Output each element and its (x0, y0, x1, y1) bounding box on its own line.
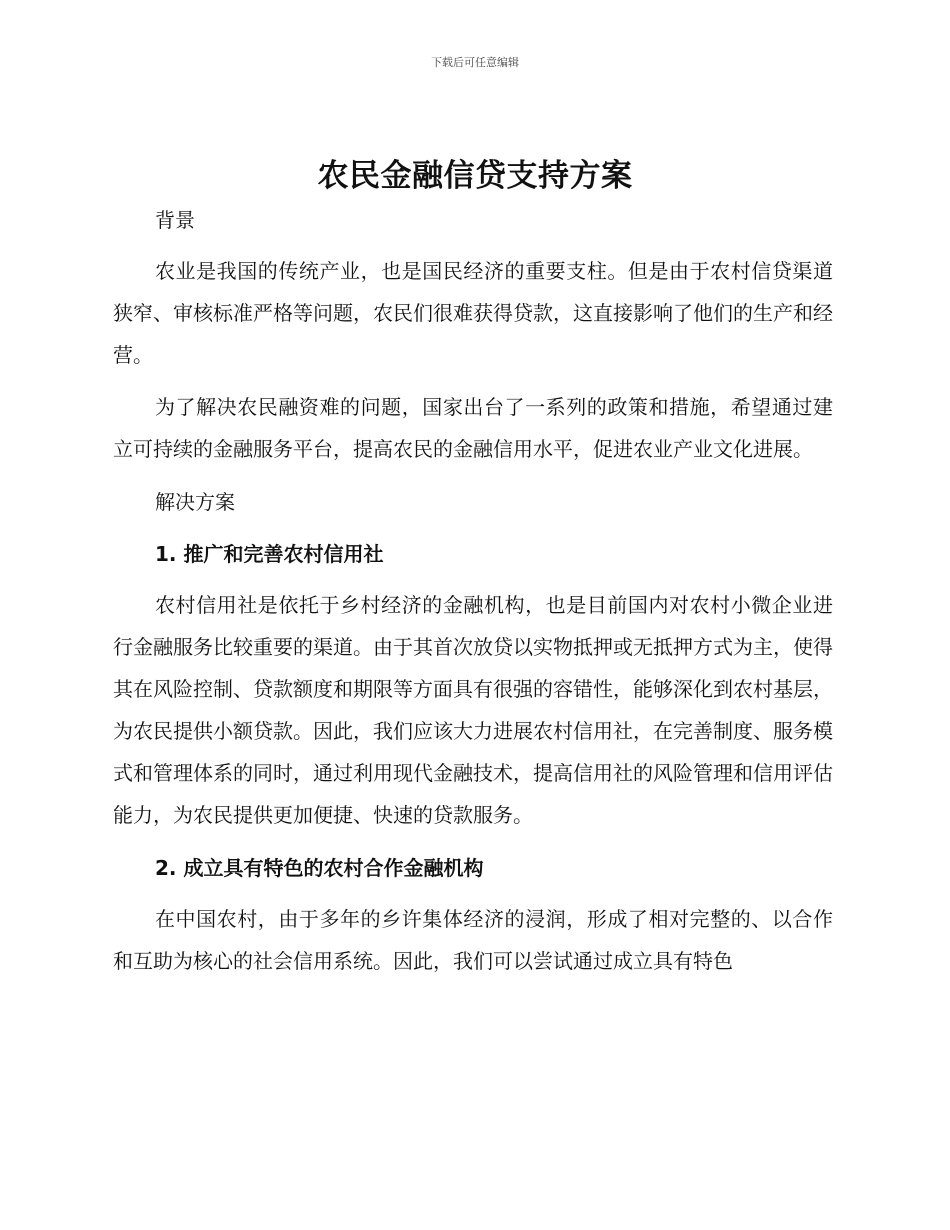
section-heading-solution: 解决方案 (155, 490, 235, 514)
document-body (113, 200, 833, 982)
subsection-heading-2: 2. 成立具有特色的农村合作金融机构 (155, 856, 484, 880)
document-title: 农民金融信贷支持方案 (317, 158, 633, 194)
paragraph: 为了解决农民融资难的问题，国家出台了一系列的政策和措施，希望通过建立可持续的金融服务平台，提高农民的金融信用水平，促进农业产业文化进展。 (113, 395, 833, 461)
subsection-heading-1: 1. 推广和完善农村信用社 (155, 542, 384, 566)
header-note: 下载后可任意编辑 (431, 56, 519, 69)
paragraph: 农业是我国的传统产业，也是国民经济的重要支柱。但是由于农村信贷渠道狭窄、审核标准严格等问题，农民们很难获得贷款，这直接影响了他们的生产和经营。 (113, 259, 833, 367)
section-heading-background: 背景 (155, 208, 195, 232)
paragraph: 在中国农村，由于多年的乡许集体经济的浸润，形成了相对完整的、以合作和互助为核心的社会信用系统。因此，我们可以尝试通过成立具有特色 (113, 907, 833, 973)
paragraph: 农村信用社是依托于乡村经济的金融机构，也是目前国内对农村小微企业进行金融服务比较重要的渠道。由于其首次放贷以实物抵押或无抵押方式为主，使得其在风险控制、贷款额度和期限等方面具有很强的容错性，能够深化到农村基层，为农民提供小额贷款。因此，我们应该大力进展农村信用社，在完善制度、服务模式和管理体系的同时，通过利用现代金融技术，提高信用社的风险管理和信用评估能力，为农民提供更加便捷、快速的贷款服务。 (113, 593, 833, 827)
